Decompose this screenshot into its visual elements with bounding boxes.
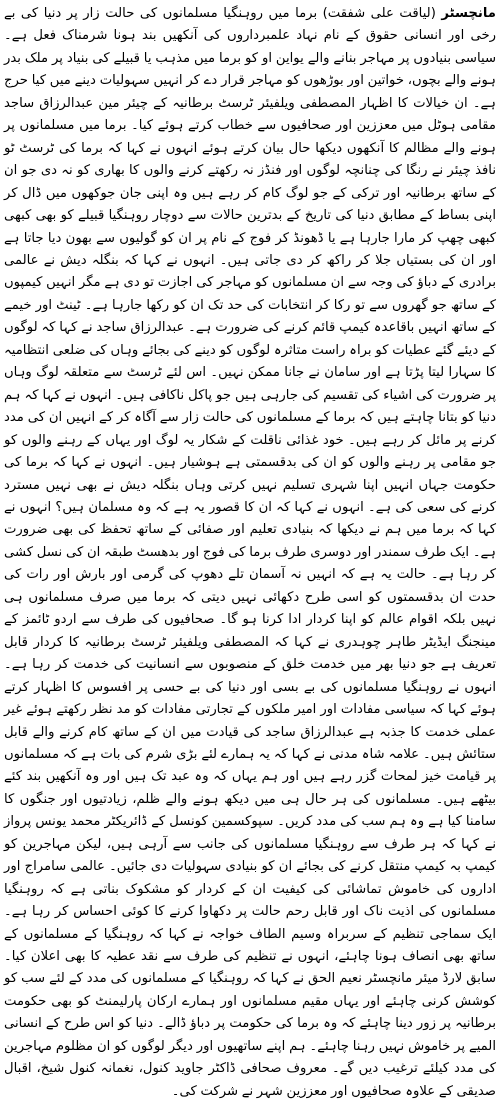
dateline: مانچسٹر [441, 6, 496, 21]
byline: (لیاقت علی شفقت) [322, 6, 436, 21]
article-body [4, 3, 496, 1103]
article-paragraph: برما میں روہنگیا مسلمانوں کی حالت زار پر دنیا کی بے رخی اور انسانی حقوق کے نام نہاد علمبرداروں کی آنکھیں بند ہونا شرمناک فعل ہے۔ سیاسی بنیادوں پر مہاجر بنانے والے یواین او کو برما میں مذہب یا قبیلے کی بنیاد پر ملک بدر ہونے والے بچوں، خواتین اور بوڑھوں کو مہاجر قرار دے کر انہیں سہولیات دینے میں کیا حرج ہے۔ ان خیالات کا اظہار المصطفی ویلفیئر ٹرسٹ برطانیہ کے چیئر مین عبدالرزاق ساجد مقامی ہوٹل میں معززین اور صحافیوں سے خطاب کرتے ہوئے کیا۔ برما میں مسلمانوں پر ہونے والے مظالم کا آنکھوں دیکھا حال بیان کرتے ہوئے انہوں نے کہا کہ برما کی ٹرسٹ ٹو نافذ چیئر نے رنگا کی چنانچہ لوگوں اور فنڈز نہ رکھتے کرنے والوں کا بھاری کو نہ دی جو ان کے ساتھ برطانیہ اور ترکی کے جو لوگ کام کر رہے ہیں وہ اپنی جان جوکھوں میں ڈال کر اپنی بساط کے مطابق دنیا کی تاریخ کے بدترین حالات سے دوچار روہنگیا قبیلے کو بھی کبھی کبھی چھپ کر مارا جارہا ہے یا ڈھونڈ کر فوج کے نام پر ان کو گولیوں سے بھون دیا جاتا ہے اور ان کی بستیاں جلا کر راکھ کر دی جاتی ہیں۔ انہوں نے کہا کہ بنگلہ دیش نے عالمی برادری کے دباؤ کی وجہ سے ان مسلمانوں کو مہاجر کی اجازت تو دی ہے مگر انہیں کیمپوں کے ساتھ جو گھروں سے تو رکا کر انتخابات کی حد تک ان کو رکھا جارہا ہے۔ ٹینٹ اور خیمے کے ساتھ انہیں باقاعدہ کیمپ قائم کرنے کی ضرورت ہے۔ عبدالرزاق ساجد نے کہا کہ لوگوں کے دیئے گئے عطیات کو براہ راست متاثرہ لوگوں کو دینے کی بجائے وہاں کی ضلعی انتظامیہ کا سہارا لیتا پڑتا ہے اور سامان نے جانا ممکن نہیں۔ اس لئے ٹرسٹ سے متعلقہ لوگ وہاں پر ضرورت کی اشیاء کی تقسیم کی جارہی ہیں جو پاکل ناکافی ہیں۔ انہوں نے کہا کہ ہم دنیا کو بتانا چاہتے ہیں کہ برما کے مسلمانوں کی حالت زار سے آگاہ کر کے انہیں ان کی مدد کرنے پر مائل کر رہے ہیں۔ خود غذائی ناقلت کے شکار یہ لوگ اور یہاں کے رہنے والوں کو جو مقامی پر رہنے والوں کو ان کی بدقسمتی ہے ہوشیار ہیں۔ انہوں نے کہا کہ برما کی حکومت جہاں انہیں اپنا شہری تسلیم نہیں کرتی وہاں بنگلہ دیش نے بھی نہیں مسترد کرنے کی سعی کی ہے۔ انہوں نے کہا کہ ان کا قصور یہ ہے کہ وہ مسلمان ہیں؟ انہوں نے کہا کہ برما میں ہم نے دیکھا کہ بنیادی تعلیم اور صفائی کے ساتھ تحفظ کی بھی ضرورت ہے۔ ایک طرف سمندر اور دوسری طرف برما کی فوج اور بدھسٹ طبقہ ان کی نسل کشی کر رہا ہے۔ حالت یہ ہے کہ انہیں نہ آسمان تلے دھوپ کی گرمی اور بارش اور رات کی حدت ان بدقسمتوں کو اسی طرح دکھائی نہیں دیتی کہ برما میں صرف مسلمانوں ہی نہیں بلکہ اقوام عالم کو اپنا کردار ادا کرنا ہو گا۔ صحافیوں کی طرف سے اردو ٹائمز کے مینجنگ ایڈیٹر طاہر چوہدری نے کہا کہ المصطفی ویلفیئر ٹرسٹ برطانیہ کا کردار قابل تعریف ہے جو دنیا بھر میں خدمت خلق کے منصوبوں سے انسانیت کی خدمت کر رہا ہے۔ انہوں نے روہنگیا مسلمانوں کی بے بسی اور دنیا کی بے حسی پر افسوس کا اظہار کرتے ہوئے کہا کہ سیاسی مفادات اور امیر ملکوں کے تجارتی مفادات کو مد نظر رکھتے ہوئے غیر عملی خدمت کا جذبہ ہے عبدالرزاق ساجد کی قیادت میں ان کے ساتھ کام کرنے والے قابل ستائش ہیں۔ علامہ شاہ مدنی نے کہا کہ یہ ہمارے لئے بڑی شرم کی بات ہے کہ مسلمانوں پر قیامت خیز لمحات گزر رہے ہیں اور ہم یہاں کہ وہ عبد تک ہیں اور وہ آنکھیں بند کئے بیٹھے ہیں۔ مسلمانوں کی ہر حال ہی میں دیکھ ہونے والے ظلم، زیادتیوں اور جنگوں کا سامنا کیا ہے وہ ہم سب کی مدد کریں۔ سپوکسمین کونسل کے ڈائریکٹر محمد یونس پرواز نے کہا کہ ہر طرف سے روہنگیا مسلمانوں کی جانب سے آرہی ہیں، لیکن مہاجرین کو کیمپ بہ کیمپ منتقل کرنے کی بجائے ان کو بنیادی سہولیات دی جائیں۔ عالمی سامراج اور اداروں کی خاموش تماشائی کی کیفیت ان کے کردار کو مشکوک بناتی ہے کہ روہنگیا مسلمانوں کی اذیت ناک اور قابل رحم حالت پر دکھاوا کرنے کا کوئی احساس کر رہا ہے۔ ایک سماجی تنظیم کے سربراہ وسیم الطاف خواجہ نے کہا کہ روہنگیا کے مسلمانوں کے ساتھ بھی انصاف ہونا چاہئے، انہوں نے تنظیم کی طرف سے نقد عطیہ کا بھی اعلان کیا۔ سابق لارڈ میئر مانچسٹر نعیم الحق نے کہا کہ روہنگیا کے مسلمانوں کی مدد کے لئے سب کو کوشش کرنی چاہئے اور یہاں مقیم مسلمانوں اور ہمارے ارکان پارلیمنٹ کو بھی حکومت برطانیہ پر زور دینا چاہئے کہ وہ برما کی حکومت پر دباؤ ڈالے۔ دنیا کو اس طرح کے انسانی المیے پر خاموش نہیں رہنا چاہئے۔ ہم اپنے ساتھیوں اور دیگر لوگوں کو ان مظلوم مہاجرین کی مدد کیلئے ترغیب دیں گے۔ معروف صحافی ڈاکٹر جاوید کنول، نغمانہ کنول شیخ، اقبال صدیقی کے علاوہ صحافیوں اور معززین شہر نے شرکت کی۔ [4, 6, 496, 1099]
